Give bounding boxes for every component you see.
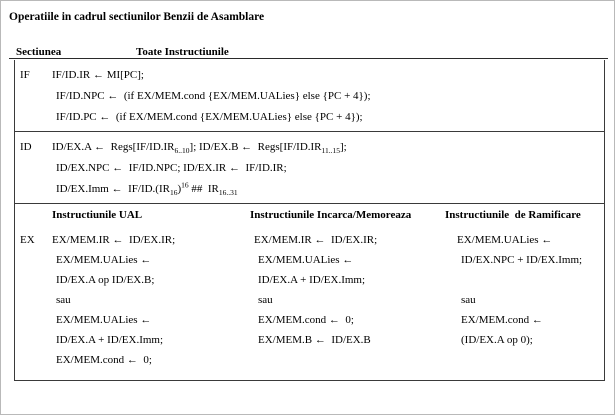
id-stage-operations <box>52 137 604 200</box>
id-stage-label: ID <box>20 141 32 153</box>
ex-stage-row <box>15 230 604 370</box>
code-line: ID/EX.A op ID/EX.B; <box>56 274 155 286</box>
code-line: ID/EX.A + ID/EX.Imm; <box>258 274 366 286</box>
code-line: EX/MEM.cond ← <box>461 314 543 326</box>
code-line: IF/ID.NPC ← (if EX/MEM.cond {EX/MEM.UALies} else {PC + 4}); <box>56 90 371 102</box>
code-line <box>457 270 604 290</box>
code-line: EX/MEM.B ← ID/EX.B <box>258 334 371 346</box>
row-divider <box>15 203 604 204</box>
if-stage-operations <box>52 65 604 128</box>
code-line: ID/EX.NPC + ID/EX.Imm; <box>461 254 583 266</box>
section-column-header: Sectiunea <box>16 46 62 58</box>
code-line: EX/MEM.UALies ← <box>457 234 553 246</box>
code-line: ID/EX.Imm ← $IF/ID.(IR_{16})^{16}$ ## $IR_{16..31}$ <box>56 180 238 198</box>
page-title: Operatiile in cadrul sectiunilor Benzii de Asamblare <box>9 11 265 23</box>
if-stage-row <box>15 60 604 128</box>
ex-header-spacer <box>15 209 52 221</box>
ex-column-branch <box>457 230 604 370</box>
load-store-column-header: Instructiunile Incarca/Memoreaza <box>250 209 412 221</box>
code-line: ID/EX.A + ID/EX.Imm; <box>56 334 164 346</box>
sau-separator: sau <box>461 294 476 306</box>
ex-column-headers <box>15 209 604 221</box>
ex-column-ual <box>52 230 254 370</box>
code-line: (ID/EX.A op 0); <box>461 334 533 346</box>
ex-stage-label: EX <box>20 234 35 246</box>
code-line: ID/EX.NPC ← IF/ID.NPC; ID/EX.IR ← IF/ID.IR; <box>56 162 287 174</box>
ual-column-header: Instructiunile UAL <box>52 209 143 221</box>
if-stage-label: IF <box>20 69 30 81</box>
code-line: EX/MEM.IR ← ID/EX.IR; <box>254 234 378 246</box>
header-divider <box>9 58 608 59</box>
code-line: EX/MEM.UALies ← <box>56 314 152 326</box>
sau-separator: sau <box>56 294 71 306</box>
code-line: EX/MEM.IR ← ID/EX.IR; <box>52 234 176 246</box>
all-instructions-column-header: Toate Instructiunile <box>136 46 229 58</box>
code-line: EX/MEM.cond ← 0; <box>56 354 152 366</box>
branch-column-header: Instructiunile de Ramificare <box>445 209 581 221</box>
code-line: EX/MEM.cond ← 0; <box>258 314 354 326</box>
pipeline-table-body <box>14 60 605 381</box>
id-stage-row <box>15 132 604 200</box>
sau-separator: sau <box>258 294 273 306</box>
ex-column-load-store <box>254 230 457 370</box>
code-line: IF/ID.PC ← (if EX/MEM.cond {EX/MEM.UALies} else {PC + 4}); <box>56 111 363 123</box>
code-line: EX/MEM.UALies ← <box>258 254 354 266</box>
code-line: IF/ID.IR ← MI[PC]; <box>52 69 144 81</box>
code-line: ID/EX.A ← $Regs[IF/ID.IR_{6..10}]$; ID/EX.B ← $Regs[IF/ID.IR_{11..15}]$; <box>52 141 347 156</box>
code-line: EX/MEM.UALies ← <box>56 254 152 266</box>
